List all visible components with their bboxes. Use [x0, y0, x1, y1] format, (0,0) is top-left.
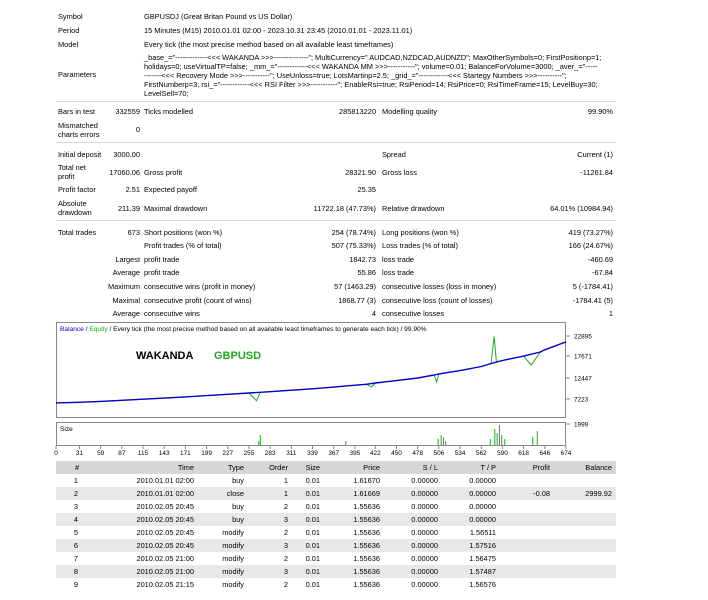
- col-header-profit: Profit: [500, 461, 554, 474]
- trade-number: 1: [73, 476, 78, 485]
- ticks-value: 285813220: [339, 107, 376, 116]
- trade-size: 0.01: [292, 487, 324, 500]
- model-label: Model: [58, 40, 79, 49]
- net-profit-label: profit: [58, 172, 75, 181]
- trade-tp: 0.00000: [469, 502, 496, 511]
- expected-payoff-label: Expected payoff: [144, 185, 197, 194]
- x-tick-label: 562: [475, 450, 487, 457]
- legend-balance: Balance: [60, 326, 84, 333]
- trade-balance: [554, 526, 616, 539]
- volume-label: Size: [60, 426, 73, 433]
- parameters-label: Parameters: [58, 70, 97, 79]
- col-header-order: Order: [248, 461, 292, 474]
- trade-type: modify: [198, 565, 248, 578]
- abs-drawdown-value: 211.39: [117, 204, 140, 213]
- trade-price: 1.55636: [324, 513, 384, 526]
- bars-label: Bars in test: [58, 107, 95, 116]
- trade-type: modify: [222, 580, 244, 589]
- divider: [56, 220, 616, 221]
- trade-type: close: [198, 487, 248, 500]
- trade-profit: [500, 513, 554, 526]
- average-label: Average: [112, 268, 140, 277]
- trade-time: 2010.01.01 02:00: [98, 487, 198, 500]
- col-header-size: Size: [292, 461, 324, 474]
- trade-price: 1.55636: [353, 528, 380, 537]
- mismatched-label: charts errors: [58, 130, 100, 139]
- spread-label: Spread: [382, 150, 406, 159]
- trade-size: 0.01: [305, 528, 320, 537]
- table-row: [56, 474, 616, 487]
- trade-sl: 0.00000: [411, 580, 438, 589]
- main-plot-frame: [57, 323, 566, 418]
- gross-profit-value: 28321.90: [345, 168, 376, 177]
- short-positions-value: 254 (78.74%): [331, 228, 376, 237]
- long-positions-value: 419 (73.27%): [568, 228, 613, 237]
- trade-size: 0.01: [305, 476, 320, 485]
- spread-value: Current (1): [577, 150, 613, 159]
- trade-time: 2010.02.05 21:15: [136, 580, 194, 589]
- average-profit-label: profit trade: [144, 268, 180, 277]
- trade-profit: [500, 500, 554, 513]
- profit-trades-value: 507 (75.33%): [331, 241, 376, 250]
- x-tick-label: 143: [158, 450, 170, 457]
- legend-equity: Equity: [89, 326, 108, 333]
- trade-order: 3: [248, 539, 292, 552]
- divider: [56, 101, 616, 102]
- ticks-label: Ticks modelled: [144, 107, 194, 116]
- x-tick-label: 395: [349, 450, 361, 457]
- maximal-cons-loss-label: consecutive loss (count of losses): [382, 296, 493, 305]
- maximal-label: Maximal: [112, 296, 140, 305]
- trade-order: 2: [283, 580, 288, 589]
- trade-size: 0.01: [305, 502, 320, 511]
- x-tick-label: 506: [433, 450, 445, 457]
- x-axis: [54, 446, 572, 457]
- trade-profit: [500, 526, 554, 539]
- volume-plot-frame: [57, 423, 566, 446]
- quality-value: 99.90%: [587, 107, 613, 116]
- loss-trades-label: Loss trades (% of total): [382, 241, 458, 250]
- long-positions-label: Long positions (won %): [382, 228, 459, 237]
- legend-separator: /: [83, 326, 90, 333]
- x-tick-label: 31: [75, 450, 84, 457]
- trade-number: 5: [73, 528, 78, 537]
- trade-tp: 1.56576: [469, 580, 496, 589]
- maximal-cons-profit-label: consecutive profit (count of wins): [144, 296, 252, 305]
- trade-tp: 0.00000: [442, 513, 500, 526]
- gross-profit-label: Gross profit: [144, 168, 183, 177]
- trade-order: 2: [283, 502, 288, 511]
- trade-order: 1: [283, 476, 288, 485]
- x-tick-label: 87: [118, 450, 126, 457]
- trade-type: buy: [198, 513, 248, 526]
- trade-number: 9: [73, 580, 78, 589]
- y-tick-label: 22895: [574, 333, 592, 341]
- trade-tp: 1.56511: [469, 528, 496, 537]
- trade-type: buy: [232, 502, 244, 511]
- col-header-sl: S / L: [384, 461, 442, 474]
- x-tick-label: 311: [286, 450, 297, 457]
- trade-time: 2010.02.05 21:00: [136, 554, 194, 563]
- trade-price: 1.55636: [353, 580, 380, 589]
- short-positions-label: Short positions (won %): [144, 228, 223, 237]
- x-tick-label: 59: [97, 450, 105, 457]
- x-tick-label: 283: [264, 450, 276, 457]
- chart-legend: [60, 326, 427, 333]
- y-tick-label: 7223: [574, 396, 589, 404]
- trade-order: 3: [248, 513, 292, 526]
- largest-loss-label: loss trade: [382, 255, 415, 264]
- trade-time: 2010.02.05 20:45: [136, 528, 194, 537]
- symbol-value: GBPUSDJ (Great Britan Pound vs US Dollar): [144, 12, 293, 21]
- trade-sl: 0.00000: [411, 502, 438, 511]
- trade-price: 1.61669: [324, 487, 384, 500]
- symbol-label: Symbol: [58, 12, 83, 21]
- trades-table: [56, 461, 616, 591]
- table-header-row: [56, 461, 616, 474]
- max-cons-wins-label: consecutive wins (profit in money): [144, 282, 256, 291]
- col-header-tp: T / P: [442, 461, 500, 474]
- x-tick-label: 646: [539, 450, 551, 457]
- trade-size: 0.01: [292, 565, 324, 578]
- profit-factor-value: 2.51: [125, 185, 140, 194]
- parameter-line: holidays=0; useVirtualTP=false; _mm_="------------<<< WAKANDA MM >>>-----------"; volume=0.01; BalanceForVolume=3000; _aver_="-----: [144, 62, 598, 71]
- largest-profit-label: profit trade: [144, 255, 180, 264]
- trade-balance: [554, 500, 616, 513]
- table-row: [56, 565, 616, 578]
- y-tick-label: 1999: [574, 421, 589, 429]
- average-profit-value: 55.86: [357, 268, 376, 277]
- mismatched-value: 0: [135, 125, 140, 134]
- gross-loss-value: -11261.84: [580, 168, 613, 177]
- max-drawdown-label: Maximal drawdown: [144, 204, 208, 213]
- trade-sl: 0.00000: [411, 528, 438, 537]
- trade-order: 1: [248, 487, 292, 500]
- net-profit-value: 17060.06: [109, 168, 140, 177]
- x-tick-label: 367: [328, 450, 340, 457]
- trade-profit: -0.08: [500, 487, 554, 500]
- trade-tp: 1.56475: [469, 554, 496, 563]
- net-profit-label: Total net: [58, 163, 86, 172]
- parameter-line: FirstNumberp=3; rsi_="------------<<< RSI Filter >>>-----------"; EnableRsi=true; RsiPeriod=14; RsiPrice=0; RsiTimeFrame=15; LevelBuy=30;: [144, 80, 598, 89]
- trade-price: 1.61670: [353, 476, 380, 485]
- trade-price: 1.55636: [324, 565, 384, 578]
- maximal-cons-loss-value: -1784.41 (5): [572, 296, 613, 305]
- trade-number: 3: [73, 502, 78, 511]
- trade-tp: 0.00000: [442, 487, 500, 500]
- col-header-type: Type: [198, 461, 248, 474]
- largest-profit-value: 1842.73: [349, 255, 376, 264]
- divider: [56, 142, 616, 143]
- trade-order: 2: [283, 554, 288, 563]
- x-tick-label: 450: [391, 450, 402, 457]
- avg-cons-wins-value: 4: [371, 309, 376, 318]
- bars-value: 332559: [115, 107, 140, 116]
- abs-drawdown-label: drawdown: [58, 208, 92, 217]
- trade-sl: 0.00000: [411, 554, 438, 563]
- trade-number: 4: [56, 513, 98, 526]
- trade-type: modify: [222, 528, 244, 537]
- trade-size: 0.01: [292, 513, 324, 526]
- trade-sl: 0.00000: [384, 539, 442, 552]
- rel-drawdown-label: Relative drawdown: [382, 204, 445, 213]
- col-header-price: Price: [324, 461, 384, 474]
- max-cons-losses-value: 5 (-1784.41): [572, 282, 613, 291]
- chart-symbol-label: GBPUSD: [214, 350, 262, 362]
- trade-size: 0.01: [305, 580, 320, 589]
- trade-balance: 2999.92: [554, 487, 616, 500]
- trade-order: 3: [248, 565, 292, 578]
- maximum-label: Maximum: [107, 282, 140, 291]
- x-tick-label: 618: [518, 450, 529, 457]
- trade-order: 2: [283, 528, 288, 537]
- largest-loss-value: -460.69: [587, 255, 613, 264]
- trade-balance: [554, 552, 616, 565]
- trade-balance: [554, 578, 616, 591]
- trade-type: modify: [222, 554, 244, 563]
- trade-profit: [500, 565, 554, 578]
- table-row: [56, 487, 616, 500]
- trade-size: 0.01: [292, 539, 324, 552]
- trade-profit: [500, 539, 554, 552]
- y-tick-label: 17671: [574, 353, 592, 361]
- trade-balance: [554, 565, 616, 578]
- trade-balance: [554, 513, 616, 526]
- x-tick-label: 422: [369, 450, 381, 457]
- profit-trades-label: Profit trades (% of total): [144, 241, 222, 250]
- parameter-line: _base_="-------------<<< WAKANDA >>>--------------"; MultiCurrency=" AUDCAD,NZDCAD,AUDNZD"; MaxOtherSymbols=0; FirstPositionp=1;: [144, 53, 602, 62]
- mismatched-label: Mismatched: [58, 121, 98, 130]
- parameter-line: -------<<< Recovery Mode >>>-----------"; UseUnloss=true; LotsMartinp=2.5; _grid_="------------<<< Startegy Numbers >>>----------";: [144, 71, 567, 80]
- x-tick-label: 478: [412, 450, 424, 457]
- period-value: 15 Minutes (M15) 2010.01.01 02:00 - 2023.10.31 23:45 (2010.01.01 - 2023.11.01): [144, 26, 413, 35]
- parameter-line: LevelSell=70;: [144, 89, 189, 98]
- max-drawdown-value: 11722.18 (47.73%): [313, 204, 376, 213]
- x-tick-label: 171: [180, 450, 191, 457]
- table-row: [56, 500, 616, 513]
- max-cons-losses-label: consecutive losses (loss in money): [382, 282, 497, 291]
- trade-balance: [554, 539, 616, 552]
- trade-sl: 0.00000: [384, 487, 442, 500]
- x-tick-label: 0: [54, 450, 58, 457]
- trade-number: 6: [56, 539, 98, 552]
- trade-tp: 1.57487: [442, 565, 500, 578]
- profit-factor-label: Profit factor: [58, 185, 96, 194]
- trade-price: 1.55636: [353, 502, 380, 511]
- avg-cons-wins-label: consecutive wins: [144, 309, 200, 318]
- x-tick-label: 590: [497, 450, 508, 457]
- trade-number: 8: [56, 565, 98, 578]
- y-tick-label: 12447: [574, 375, 592, 383]
- avg-cons-label: Average: [112, 309, 140, 318]
- x-tick-label: 255: [243, 450, 255, 457]
- trade-sl: 0.00000: [384, 513, 442, 526]
- col-header-time: Time: [98, 461, 198, 474]
- average-loss-label: loss trade: [382, 268, 415, 277]
- trade-price: 1.55636: [324, 539, 384, 552]
- trade-sl: 0.00000: [411, 476, 438, 485]
- trade-profit: [500, 578, 554, 591]
- trade-time: 2010.02.05 20:45: [98, 539, 198, 552]
- table-row: [56, 526, 616, 539]
- x-tick-label: 674: [560, 450, 572, 457]
- col-header-balance: Balance: [554, 461, 616, 474]
- total-trades-value: 673: [127, 228, 140, 237]
- trade-price: 1.55636: [353, 554, 380, 563]
- trade-tp: 1.57516: [442, 539, 500, 552]
- balance-equity-chart: [56, 322, 616, 456]
- trade-size: 0.01: [305, 554, 320, 563]
- trade-time: 2010.01.01 02:00: [136, 476, 194, 485]
- table-row: [56, 552, 616, 565]
- largest-label: Largest: [115, 255, 140, 264]
- initial-deposit-value: 3000.00: [113, 150, 140, 159]
- col-header-number: #: [56, 461, 98, 474]
- total-trades-label: Total trades: [58, 228, 97, 237]
- x-tick-label: 227: [222, 450, 234, 457]
- y-axis: [566, 334, 592, 429]
- x-tick-label: 115: [137, 450, 149, 457]
- brand-label: WAKANDA: [136, 350, 194, 362]
- trade-type: modify: [198, 539, 248, 552]
- trade-time: 2010.02.05 20:45: [98, 513, 198, 526]
- loss-trades-value: 166 (24.67%): [568, 241, 613, 250]
- avg-cons-losses-value: 1: [608, 309, 613, 318]
- quality-label: Modelling quality: [382, 107, 438, 116]
- trade-number: 7: [73, 554, 78, 563]
- maximal-cons-profit-value: 1868.77 (3): [338, 296, 376, 305]
- trade-number: 2: [56, 487, 98, 500]
- x-tick-label: 199: [201, 450, 212, 457]
- period-label: Period: [58, 26, 80, 35]
- model-value: Every tick (the most precise method based on all available least timeframes): [144, 40, 394, 49]
- trade-type: buy: [232, 476, 244, 485]
- average-loss-value: -67.84: [592, 268, 613, 277]
- max-cons-wins-value: 57 (1463.29): [334, 282, 376, 291]
- table-row: [56, 539, 616, 552]
- rel-drawdown-value: 64.01% (10984.94): [550, 204, 613, 213]
- legend-description: / Every tick (the most precise method based on all available least timeframes to generate each tick) / 99.90%: [107, 326, 427, 333]
- x-tick-label: 534: [454, 450, 466, 457]
- trade-tp: 0.00000: [469, 476, 496, 485]
- expected-payoff-value: 25.35: [357, 185, 376, 194]
- trade-time: 2010.02.05 21:00: [98, 565, 198, 578]
- trade-profit: [500, 474, 554, 487]
- abs-drawdown-label: Absolute: [58, 199, 87, 208]
- table-row: [56, 513, 616, 526]
- avg-cons-losses-label: consecutive losses: [382, 309, 445, 318]
- gross-loss-label: Gross loss: [382, 168, 417, 177]
- trade-balance: [554, 474, 616, 487]
- x-tick-label: 339: [307, 450, 318, 457]
- table-row: [56, 578, 616, 591]
- trade-profit: [500, 552, 554, 565]
- trade-time: 2010.02.05 20:45: [136, 502, 194, 511]
- trade-sl: 0.00000: [384, 565, 442, 578]
- initial-deposit-label: Initial deposit: [58, 150, 102, 159]
